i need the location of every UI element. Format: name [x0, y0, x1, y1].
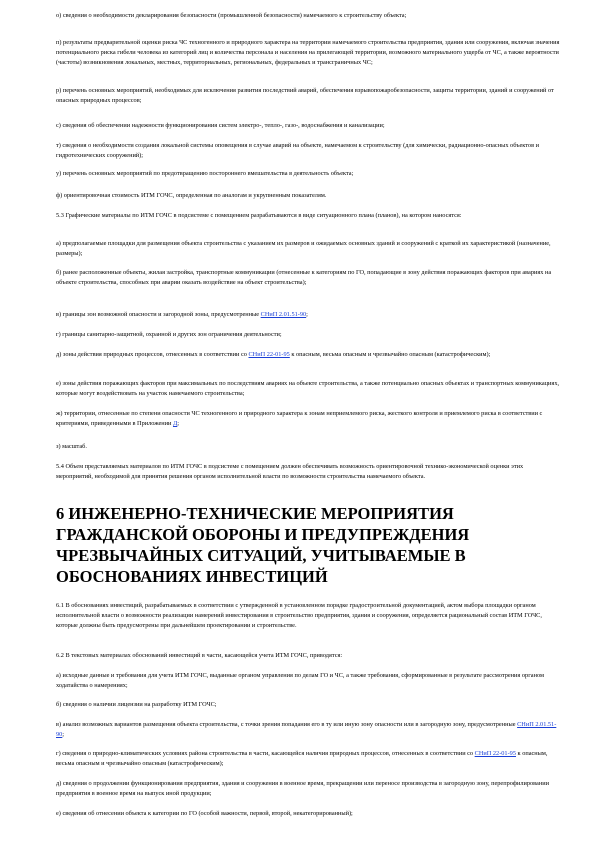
paragraph-p: п) результаты предварительной оценки риска ЧС техногенного и природного характера на территории намечаемого строительства предприятия, здания или сооружения, включая значения потенциального риска гибели человека из категорий лиц и количества персонала и населения на прилегающей территории, возможного материального ущерба от ЧС, а также вероятности (частоты) возникновения локальных, местных, территориальных, региональных, федеральных и трансграничных ЧС; — [56, 39, 560, 66]
paragraph-o: о) сведения о необходимости декларирования безопасности (промышленной безопасности) намечаемого к строительству объекта; — [56, 12, 407, 19]
paragraph-6-2-b: б) сведения о наличии лицензии на разработку ИТМ ГОЧС; — [56, 701, 217, 708]
paragraph-zh — [56, 409, 561, 429]
paragraph-6-2-v — [56, 720, 561, 740]
paragraph-5-4: 5.4 Объем представляемых материалов по ИТМ ГОЧС в подсистеме с помещением должен обеспечивать возможность ориентировочной технико-экономической оценки этих мероприятий, необходимой для принятия решения органом исполнительной власти по возможности строительства намечаемого объекта. — [56, 463, 524, 480]
snip-22-01-95-link[interactable]: СНиП 22-01-95 — [248, 351, 290, 358]
appendix-d-link[interactable]: Д — [172, 420, 178, 427]
paragraph-6-2-v-text: в) анализ возможных вариантов размещения объекта строительства, с точки зрения попадания его в ту или иную зону опасности или в загородную зону, предусмотренные — [56, 721, 518, 728]
section-heading: 6 ИНЖЕНЕРНО-ТЕХНИЧЕСКИЕ МЕРОПРИЯТИЯ ГРАЖДАНСКОЙ ОБОРОНЫ И ПРЕДУПРЕЖДЕНИЯ ЧРЕЗВЫЧАЙНЫХ СИТУАЦИЙ, УЧИТЫВАЕМЫЕ В ОБОСНОВАНИЯХ ИНВЕСТИЦИЙ — [56, 504, 470, 586]
paragraph-r: р) перечень основных мероприятий, необходимых для исключения развития последствий аварий, обеспечения взрывопожаробезопасности, защиты территории, зданий и сооружений от опасных природных процессов; — [56, 87, 554, 104]
paragraph-s: с) сведения об обеспечении надежности функционирования систем электро-, тепло-, газо-, водоснабжения и канализации; — [56, 122, 385, 129]
paragraph-f: ф) ориентировочная стоимость ИТМ ГОЧС, определенная по аналогам и укрупненным показателям. — [56, 192, 327, 199]
snip-2-01-51-90-link[interactable]: СНиП 2.01.51-90 — [260, 311, 307, 318]
paragraph-b: б) ранее расположенные объекты, жилая застройка, транспортные коммуникации (отнесенные к категориям по ГО, попадающие в зону действия поражающих факторов при авариях на объекте строительства, способных при аварии оказать воздействие на объект строительства); — [56, 269, 552, 286]
paragraph-6-1: 6.1 В обоснованиях инвестиций, разрабатываемых в соответствии с утвержденной в установленном порядке градостроительной документацией, актом выбора площадки органом исполнительной власти о возможности реализации намерений инвестирования в строительство предприятия, здания и сооружения, определяется рациональный состав ИТМ ГОЧС, которые должны быть предусмотрены при дальнейшем проектировании и строительстве. — [56, 602, 542, 629]
paragraph-d-end: к опасным, весьма опасным и чрезвычайно опасным (катастрофическим); — [289, 351, 491, 358]
snip-22-01-95-link-2[interactable]: СНиП 22-01-95 — [474, 750, 516, 757]
paragraph-t: т) сведения о необходимости создания локальной системы оповещения в случае аварий на объекте, намечаемом к строительству (для химически, радиационно-опасных объектов и гидротехнических сооружений); — [56, 142, 539, 159]
paragraph-6-2-a: а) исходные данные и требования для учета ИТМ ГОЧС, выданные органом управления по делам ГО и ЧС, а также требования, сформированные в результате рассмотрения органом ходатайства о намерениях; — [56, 672, 544, 689]
paragraph-z: з) масштаб. — [56, 443, 87, 450]
paragraph-6-2-g — [56, 749, 561, 769]
paragraph-6-2: 6.2 В текстовых материалах обоснований инвестиций в части, касающейся учета ИТМ ГОЧС, приводятся: — [56, 652, 343, 659]
paragraph-d-text: д) зоны действия природных процессов, отнесенных в соответствии со — [56, 351, 249, 358]
paragraph-v-text: в) границы зон возможной опасности и загородной зоны, предусмотренные — [56, 311, 261, 318]
paragraph-g: г) границы санитарно-защитной, охранной и других зон ограничения деятельности; — [56, 331, 282, 338]
paragraph-6-2-g-end: к опасным, весьма опасным и чрезвычайно опасным (катастрофическим); — [56, 750, 548, 767]
paragraph-a: а) предполагаемые площадки для размещения объекта строительства с указанием их размеров и ожидаемых основных зданий и сооружений с краткой их характеристикой (назначение, размеры); — [56, 240, 551, 257]
paragraph-zh-end: ; — [177, 420, 180, 427]
paragraph-u: у) перечень основных мероприятий по предотвращению постороннего вмешательства в деятельность объекта; — [56, 170, 354, 177]
paragraph-d — [56, 350, 561, 360]
paragraph-v-end: ; — [306, 311, 308, 318]
paragraph-6-2-v-end: ; — [62, 731, 65, 738]
paragraph-e: е) зоны действия поражающих факторов при максимальных по последствиям авариях на объекте строительства, а также потенциально опасных объектах и транспортных коммуникациях, которые могут воздействовать на участок намечаемого строительства; — [56, 380, 560, 397]
paragraph-6-2-g-text: г) сведения о природно-климатических условиях района строительства в части, касающейся наличия природных процессов, отнесенных в соответствии со — [56, 750, 475, 757]
paragraph-5-3: 5.3 Графические материалы по ИТМ ГОЧС в подсистеме с помещением разрабатываются в виде ситуационного плана (планов), на котором наносятся: — [56, 212, 462, 219]
snip-2-01-51-90-link-2[interactable]: СНиП 2.01.51-90 — [56, 721, 557, 738]
paragraph-v — [56, 310, 561, 320]
paragraph-zh-text: ж) территории, отнесенные по степени опасности ЧС техногенного и природного характера к зонам неприемлемого риска, жесткого контроля и приемлемого риска в соответствии с критериями, приведенными в Приложении — [56, 410, 543, 427]
paragraph-6-2-e: е) сведения об отнесении объекта к категории по ГО (особой важности, первой, второй, некатегорированный); — [56, 810, 353, 817]
paragraph-6-2-d: д) сведения о продолжении функционирования предприятия, здания и сооружения в военное время, прекращении или переносе производства в загородную зону, перепрофилировании предприятия в военное время на выпуск иной продукции; — [56, 780, 549, 797]
